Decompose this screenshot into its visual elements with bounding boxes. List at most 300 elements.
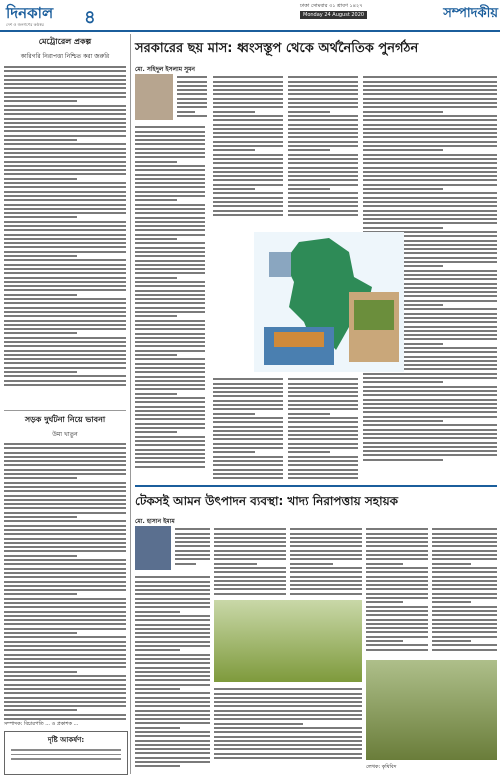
text-line — [213, 383, 283, 385]
text-line — [4, 546, 126, 548]
text-line — [135, 333, 205, 335]
text-line — [363, 162, 497, 164]
text-line — [213, 391, 283, 393]
text-line — [213, 111, 255, 113]
text-line — [4, 96, 126, 98]
text-line — [4, 191, 126, 193]
text-line — [213, 430, 283, 432]
text-line — [135, 727, 180, 729]
text-line — [366, 571, 428, 573]
text-line — [288, 434, 358, 436]
text-line — [363, 390, 497, 392]
text-line — [175, 545, 210, 547]
text-line — [135, 156, 205, 158]
text-line — [432, 576, 497, 578]
text-line — [135, 324, 205, 326]
text-line — [288, 192, 358, 194]
text-line — [4, 516, 77, 518]
text-line — [4, 469, 126, 471]
text-line — [288, 141, 358, 143]
rice-field-photo — [214, 600, 362, 682]
text-line — [4, 486, 126, 488]
text-line — [4, 568, 126, 570]
text-line — [4, 109, 126, 111]
text-line — [213, 447, 283, 449]
text-line — [4, 585, 126, 587]
text-line — [135, 272, 205, 274]
text-line — [135, 186, 205, 188]
text-line — [135, 427, 205, 429]
text-line — [4, 122, 126, 124]
text-line — [4, 520, 126, 522]
text-line — [288, 387, 358, 389]
text-line — [4, 572, 126, 574]
text-line — [135, 221, 205, 223]
text-line — [363, 106, 497, 108]
text-line — [4, 328, 126, 330]
text-line — [214, 567, 286, 569]
text-line — [4, 255, 77, 257]
text-line — [135, 255, 205, 257]
text-line — [135, 675, 210, 677]
text-line — [135, 341, 205, 343]
text-line — [135, 345, 205, 347]
text-line — [290, 571, 362, 573]
text-line — [135, 705, 210, 707]
text-line — [177, 98, 207, 100]
text-line — [4, 384, 126, 386]
text-line — [213, 214, 283, 216]
text-line — [4, 371, 77, 373]
text-line — [214, 550, 286, 552]
text-line — [366, 563, 403, 565]
text-line — [288, 451, 330, 453]
text-line — [135, 752, 210, 754]
text-line — [135, 393, 177, 395]
text-line — [288, 98, 358, 100]
text-line — [135, 744, 210, 746]
text-line — [363, 399, 497, 401]
text-line — [363, 446, 497, 448]
text-line — [214, 701, 362, 703]
text-line — [288, 421, 358, 423]
date-english: Monday 24 August 2020 — [300, 11, 367, 19]
text-line — [214, 593, 286, 595]
text-line — [432, 623, 497, 625]
text-line — [135, 277, 177, 279]
text-line — [213, 413, 255, 415]
text-line — [135, 217, 205, 219]
text-line — [4, 324, 126, 326]
text-line — [366, 610, 428, 612]
text-line — [135, 191, 205, 193]
text-line — [135, 619, 210, 621]
text-line — [4, 576, 126, 578]
text-line — [4, 294, 77, 296]
text-line — [4, 272, 126, 274]
text-line — [214, 736, 362, 738]
text-line — [135, 337, 205, 339]
text-line — [4, 464, 126, 466]
text-line — [213, 456, 283, 458]
text-line — [288, 430, 358, 432]
text-line — [366, 644, 428, 646]
text-line — [432, 550, 497, 552]
text-line — [4, 161, 126, 163]
text-line — [135, 576, 210, 578]
text-line — [135, 350, 205, 352]
text-line — [288, 132, 358, 134]
text-line — [213, 98, 283, 100]
text-line — [4, 199, 126, 201]
text-line — [363, 188, 443, 190]
text-line — [135, 315, 177, 317]
text-line — [213, 136, 283, 138]
text-line — [135, 585, 210, 587]
text-line — [4, 490, 126, 492]
text-line — [135, 401, 205, 403]
text-line — [4, 156, 126, 158]
text-line — [135, 722, 210, 724]
bottom-col4 — [366, 526, 428, 653]
text-line — [288, 477, 358, 479]
text-line — [363, 89, 497, 91]
text-line — [135, 735, 210, 737]
text-line — [135, 667, 210, 669]
text-line — [363, 377, 497, 379]
text-line — [363, 205, 497, 207]
text-line — [213, 119, 283, 121]
text-line — [4, 701, 126, 703]
text-line — [432, 528, 497, 530]
text-line — [135, 178, 205, 180]
text-line — [4, 281, 126, 283]
text-line — [135, 602, 210, 604]
text-line — [363, 154, 497, 156]
text-line — [4, 221, 126, 223]
text-line — [288, 426, 358, 428]
text-line — [363, 407, 497, 409]
text-line — [175, 558, 210, 560]
text-line — [135, 135, 205, 137]
text-line — [290, 545, 362, 547]
top-article-col1 — [135, 124, 205, 470]
text-line — [135, 740, 210, 742]
text-line — [366, 631, 428, 633]
text-line — [135, 367, 205, 369]
text-line — [4, 593, 77, 595]
text-line — [288, 417, 358, 419]
text-line — [288, 171, 358, 173]
text-line — [135, 440, 205, 442]
text-line — [135, 281, 205, 283]
text-line — [363, 227, 443, 229]
text-line — [4, 341, 126, 343]
text-line — [135, 757, 210, 759]
text-line — [214, 528, 286, 530]
text-line — [366, 537, 428, 539]
text-line — [214, 588, 286, 590]
text-line — [366, 588, 428, 590]
text-line — [4, 688, 126, 690]
text-line — [213, 451, 255, 453]
text-line — [432, 533, 497, 535]
text-line — [4, 538, 126, 540]
text-line — [4, 654, 126, 656]
text-line — [363, 111, 443, 113]
text-line — [288, 149, 330, 151]
text-line — [214, 576, 286, 578]
text-line — [135, 662, 210, 664]
text-line — [432, 571, 497, 573]
farmers-photo — [366, 660, 497, 760]
text-line — [214, 740, 362, 742]
text-line — [214, 723, 303, 725]
text-line — [214, 554, 286, 556]
text-line — [363, 442, 497, 444]
text-line — [213, 154, 283, 156]
text-line — [213, 434, 283, 436]
text-line — [363, 192, 497, 194]
text-line — [363, 433, 497, 435]
text-line — [4, 246, 126, 248]
text-line — [4, 135, 126, 137]
text-line — [214, 710, 362, 712]
newspaper-logo: দিনকাল — [6, 4, 54, 22]
text-line — [135, 671, 210, 673]
text-line — [135, 397, 205, 399]
text-line — [135, 649, 180, 651]
text-line — [135, 718, 210, 720]
text-line — [432, 541, 497, 543]
text-line — [432, 597, 497, 599]
text-line — [213, 141, 283, 143]
text-line — [214, 753, 362, 755]
top-article-col3 — [288, 74, 358, 218]
text-line — [135, 195, 205, 197]
text-line — [213, 426, 283, 428]
text-line — [135, 234, 205, 236]
text-line — [177, 115, 207, 117]
text-line — [4, 238, 126, 240]
text-line — [288, 106, 358, 108]
text-line — [175, 537, 210, 539]
text-line — [290, 558, 362, 560]
text-line — [4, 589, 126, 591]
text-line — [135, 363, 205, 365]
text-line — [213, 175, 283, 177]
text-line — [213, 85, 283, 87]
text-line — [288, 175, 358, 177]
text-line — [288, 167, 358, 169]
text-line — [213, 149, 255, 151]
author-photo — [135, 74, 173, 120]
text-line — [432, 631, 497, 633]
text-line — [4, 692, 126, 694]
text-line — [432, 558, 497, 560]
editorial-title: মেট্রোরেল প্রকল্প — [38, 37, 92, 46]
text-line — [288, 391, 358, 393]
text-line — [4, 216, 77, 218]
text-line — [4, 662, 126, 664]
text-line — [290, 567, 362, 569]
text-line — [213, 205, 283, 207]
text-line — [135, 641, 210, 643]
text-line — [213, 473, 283, 475]
text-line — [135, 126, 205, 128]
text-line — [366, 541, 428, 543]
text-line — [288, 197, 358, 199]
text-line — [363, 197, 497, 199]
text-line — [363, 222, 497, 224]
text-line — [135, 229, 205, 231]
author-photo-2 — [135, 526, 171, 570]
text-line — [432, 614, 497, 616]
editor-line: সম্পাদক: বিচারপতি ... ও প্রকাশক ... — [4, 721, 79, 727]
top-article-col3-b — [288, 376, 358, 481]
text-line — [4, 70, 126, 72]
text-line — [4, 503, 126, 505]
text-line — [4, 697, 126, 699]
text-line — [4, 332, 77, 334]
text-line — [177, 111, 195, 113]
text-line — [213, 378, 283, 380]
text-line — [214, 533, 286, 535]
text-line — [135, 761, 210, 763]
text-line — [4, 482, 126, 484]
bottom-col2-b — [214, 686, 362, 761]
text-line — [4, 606, 126, 608]
bottom-headline: টেকসই আমন উৎপাদন ব্যবস্থা: খাদ্য নিরাপত্তায় সহায়ক — [135, 485, 497, 515]
text-line — [135, 285, 205, 287]
text-line — [288, 383, 358, 385]
text-line — [4, 563, 126, 565]
text-line — [363, 403, 497, 405]
text-line — [4, 212, 126, 214]
text-line — [4, 289, 126, 291]
text-line — [135, 204, 205, 206]
text-line — [135, 169, 205, 171]
text-line — [135, 611, 180, 613]
text-line — [288, 214, 358, 216]
text-line — [432, 584, 497, 586]
text-line — [213, 477, 283, 479]
text-line — [366, 550, 428, 552]
text-line — [290, 580, 362, 582]
text-line — [288, 378, 358, 380]
text-line — [4, 529, 126, 531]
text-line — [4, 380, 126, 382]
text-line — [4, 204, 126, 206]
text-line — [432, 606, 497, 608]
text-line — [135, 444, 205, 446]
text-line — [214, 693, 362, 695]
text-line — [4, 443, 126, 445]
text-line — [4, 251, 126, 253]
text-line — [135, 264, 205, 266]
text-line — [4, 83, 126, 85]
text-line — [288, 460, 358, 462]
text-line — [4, 447, 126, 449]
op-ed-author: উমা খাতুন — [52, 431, 78, 438]
top-article-col2 — [213, 74, 283, 218]
text-line — [135, 212, 205, 214]
text-line — [4, 602, 126, 604]
text-line — [366, 597, 428, 599]
text-line — [213, 128, 283, 130]
newspaper-tagline: দেশ ও জনগণের কণ্ঠস্বর — [6, 22, 44, 27]
text-line — [213, 179, 283, 181]
text-line — [135, 208, 205, 210]
text-line — [135, 380, 205, 382]
text-line — [288, 456, 358, 458]
text-line — [213, 76, 283, 78]
text-line — [213, 210, 283, 212]
text-line — [288, 201, 358, 203]
text-line — [4, 165, 126, 167]
text-line — [363, 459, 443, 461]
page-number: ৪ — [84, 7, 96, 28]
text-line — [288, 136, 358, 138]
column-divider — [4, 410, 126, 411]
text-line — [213, 395, 283, 397]
text-line — [366, 619, 428, 621]
text-line — [135, 328, 205, 330]
text-line — [135, 624, 210, 626]
text-line — [213, 438, 283, 440]
text-line — [135, 748, 210, 750]
text-line — [4, 559, 126, 561]
text-line — [214, 537, 286, 539]
text-line — [363, 149, 443, 151]
text-line — [290, 576, 362, 578]
text-line — [288, 85, 358, 87]
text-line — [4, 611, 126, 613]
text-line — [214, 697, 362, 699]
text-line — [4, 298, 126, 300]
text-line — [4, 499, 126, 501]
text-line — [366, 554, 428, 556]
bangladesh-map-icon — [254, 232, 404, 372]
text-line — [4, 225, 126, 227]
text-line — [135, 311, 205, 313]
text-line — [432, 610, 497, 612]
text-line — [213, 417, 283, 419]
text-line — [363, 184, 497, 186]
text-line — [366, 614, 428, 616]
top-article-col2-b — [213, 376, 283, 481]
text-line — [213, 387, 283, 389]
text-line — [135, 692, 210, 694]
text-line — [4, 100, 77, 102]
text-line — [135, 598, 210, 600]
text-line — [4, 714, 126, 716]
text-line — [4, 555, 77, 557]
text-line — [4, 87, 126, 89]
text-line — [177, 81, 207, 83]
text-line — [4, 362, 126, 364]
text-line — [288, 443, 358, 445]
text-line — [177, 89, 207, 91]
text-line — [4, 615, 126, 617]
text-line — [135, 307, 205, 309]
text-line — [4, 66, 126, 68]
text-line — [363, 85, 497, 87]
text-line — [4, 148, 126, 150]
text-line — [432, 545, 497, 547]
text-line — [135, 436, 205, 438]
bottom-col3 — [290, 526, 362, 597]
